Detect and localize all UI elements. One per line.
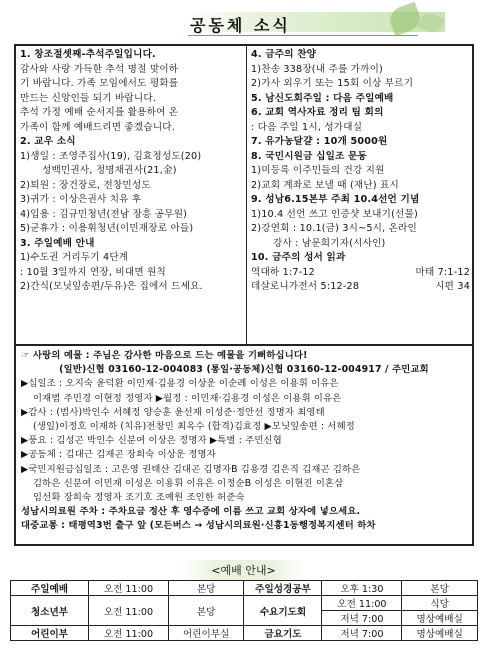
- service-place: 본당: [402, 581, 478, 596]
- announcement-line: 성남시의료원 주차 : 주차요금 정산 후 영수증에 이름 쓰고 교회 상자에 넣으세요.: [21, 506, 361, 518]
- service-name: 금요기도: [244, 626, 322, 641]
- service-name: 주일성경공부: [244, 581, 322, 596]
- news-line: : 10월 3일까지 연장, 비대면 원칙: [20, 266, 166, 278]
- news-line: 2)가사 외우기 또는 15회 이상 부르기: [251, 78, 414, 89]
- service-place: 본당: [168, 596, 244, 626]
- news-line: 5. 남신도회주일 : 다음 주일예배: [251, 92, 394, 104]
- verse-row-2: [251, 280, 470, 295]
- news-line: 1)미등록 이주민들의 건강 지원: [251, 165, 385, 176]
- news-line: 2)교회 계좌로 보낼 때 (재난) 표시: [251, 179, 399, 191]
- news-right-column: [247, 46, 474, 344]
- news-line: 성백민권사, 정명채권사(21,金): [42, 165, 177, 176]
- announcement-line: 대중교통 : 태평역3번 출구 앞 (모든버스 → 성남시의료원·신흥1동행정복지센터 하차: [21, 520, 376, 532]
- news-line: 만드는 신앙인들 되기 바랍니다.: [20, 92, 157, 104]
- announcement-line: ▶공동체 : 김대근 김재곤 장희숙 이상운 정명자: [21, 449, 216, 461]
- service-time: 오전 11:00: [89, 596, 169, 626]
- announcement-line: 이재범 주민경 이현정 정영자 ▶월정 : 이민재·김용경 이성은 이용휘 이유은: [33, 392, 342, 404]
- table-row: [11, 581, 478, 596]
- news-line: 2. 교우 소식: [20, 136, 76, 147]
- news-line: 10. 금주의 성서 읽과: [251, 252, 346, 263]
- page-title: 공동체 소식: [190, 16, 291, 35]
- service-time: 저녁 7:00: [322, 611, 402, 626]
- news-line: 4. 금주의 찬양: [251, 49, 317, 60]
- news-line: 2)강연회 : 10.1(금) 3시~5시, 온라인: [251, 223, 418, 234]
- news-line: 기 바랍니다. 가족 모임에서도 평화를: [20, 78, 179, 89]
- service-time: 오전 11:00: [89, 626, 169, 641]
- news-line: 가족이 함께 예배드리면 좋겠습니다.: [20, 121, 176, 133]
- news-line: 1)찬송 338장(내 주를 가까이): [251, 63, 384, 75]
- news-line: 2)퇴원 : 장건장로, 전창민성도: [20, 179, 151, 191]
- worship-table: [10, 580, 478, 641]
- service-name: 주일예배: [11, 581, 89, 596]
- news-line: 4)입용 : 김규민청년(전남 장흥 공무원): [20, 208, 188, 220]
- announcement-line: ▶풍요 : 김성곤 박인수 신분여 이상은 정명자 ▶특별 : 주민신협: [21, 435, 282, 447]
- announcement-line: (생일)이정호 이재하 (치유)전창민 최옥수 (합격)김효정 ▶모닛잎송편 : 서혜정: [33, 421, 355, 433]
- verse-a: 역대하 1:7-12: [251, 266, 315, 278]
- service-name: 청소년부: [11, 596, 89, 626]
- service-place: 명상예배실: [402, 626, 478, 641]
- right-lines: [251, 48, 470, 266]
- news-line: 2)간식(모닛잎송편/두유)은 집에서 드세요.: [20, 281, 203, 292]
- worship-heading: [0, 560, 487, 580]
- news-line: 6. 교회 역사자료 정리 팀 회의: [251, 107, 384, 118]
- service-name: 어린이부: [11, 626, 89, 641]
- service-place: 명상예배실: [402, 611, 478, 626]
- news-left-column: [16, 46, 247, 344]
- announcement-line: ☞ 사랑의 예물 : 주님은 감사한 마음으로 드는 예물을 기뻐하십니다!: [21, 350, 308, 361]
- announcement-line: 임선화 장희숙 정영자 조기호 조예원 조인한 허준숙: [33, 492, 245, 504]
- title-underline: [188, 35, 418, 36]
- service-place: 식당: [402, 596, 478, 611]
- table-row: [11, 626, 478, 641]
- service-name: 수요기도회: [244, 596, 322, 626]
- news-line: 1)생일 : 조영주집사(19), 김효정성도(20): [20, 150, 202, 162]
- news-line: 1. 창조절셋째-추석주일입니다.: [20, 49, 156, 60]
- news-line: 8. 국민시원금 십일조 문동: [251, 150, 368, 162]
- news-line: : 다음 주일 1시, 성가대실: [251, 121, 363, 133]
- news-line: 7. 유가농달걀 : 10개 5000원: [251, 136, 388, 147]
- announcement-line: (일반)신협 03160-12-004083 (통일·공동체)신협 03160-12-004917 / 주민교회: [59, 364, 429, 376]
- news-line: 강사 : 남문희기자(시사인): [273, 237, 386, 249]
- announcement-line: 김하은 신분여 이민재 이성은 이용휘 이유은 이정순B 이성은 이현진 이혼삼: [33, 477, 344, 489]
- verse-row-1: [251, 266, 470, 281]
- verse-a: 데살로니가전서 5:12-28: [251, 281, 360, 292]
- news-line: 5)군휴가 : 이용휘청년(이민재장로 아들): [20, 223, 194, 234]
- announcement-line: ▶십일조 : 오지숙 윤덕환 이민재·김용경 이상운 이순례 이성은 이용휘 이유은: [21, 378, 339, 390]
- news-line: 3)귀가 : 이상은권사 치유 후: [20, 194, 142, 205]
- service-time: 저녁 7:00: [322, 626, 402, 641]
- table-row: [11, 596, 478, 611]
- announcement-line: ▶국민지원금십일조 : 고은영 권태산 김대곤 김명자B 김용경 김은직 김재곤 김하은: [21, 463, 361, 475]
- worship-title: <예배 안내>: [181, 560, 305, 580]
- service-place: 어린이부실: [168, 626, 244, 641]
- header: [0, 0, 487, 44]
- news-box: [14, 44, 474, 346]
- news-line: 추석 가정 예배 순서지를 활용하여 온: [20, 107, 179, 118]
- news-line: 감사와 사랑 가득한 추석 명절 맞이하: [20, 63, 179, 75]
- news-line: 3. 주일예배 안내: [20, 237, 95, 249]
- verse-b: 마태 7:1-12: [415, 266, 470, 278]
- announcement-line: ▶감사 : (범사)박인수 서혜정 양승훈 윤선재 이성준·정안선 정명자 최영태: [21, 406, 325, 418]
- news-line: 1)10.4 선언 쓰고 인증샷 보내기(선물): [251, 208, 418, 220]
- service-time: 오전 11:00: [89, 581, 169, 596]
- offering-announcements: [14, 346, 474, 546]
- service-time: 오후 1:30: [322, 581, 402, 596]
- service-time: 오전 11:00: [322, 596, 402, 611]
- service-place: 본당: [168, 581, 244, 596]
- news-line: 9. 성남6.15본부 주최 10.4선언 기념: [251, 194, 420, 205]
- news-line: 1)수도권 거리두기 4단계: [20, 252, 129, 263]
- verse-b: 시편 34: [435, 281, 470, 292]
